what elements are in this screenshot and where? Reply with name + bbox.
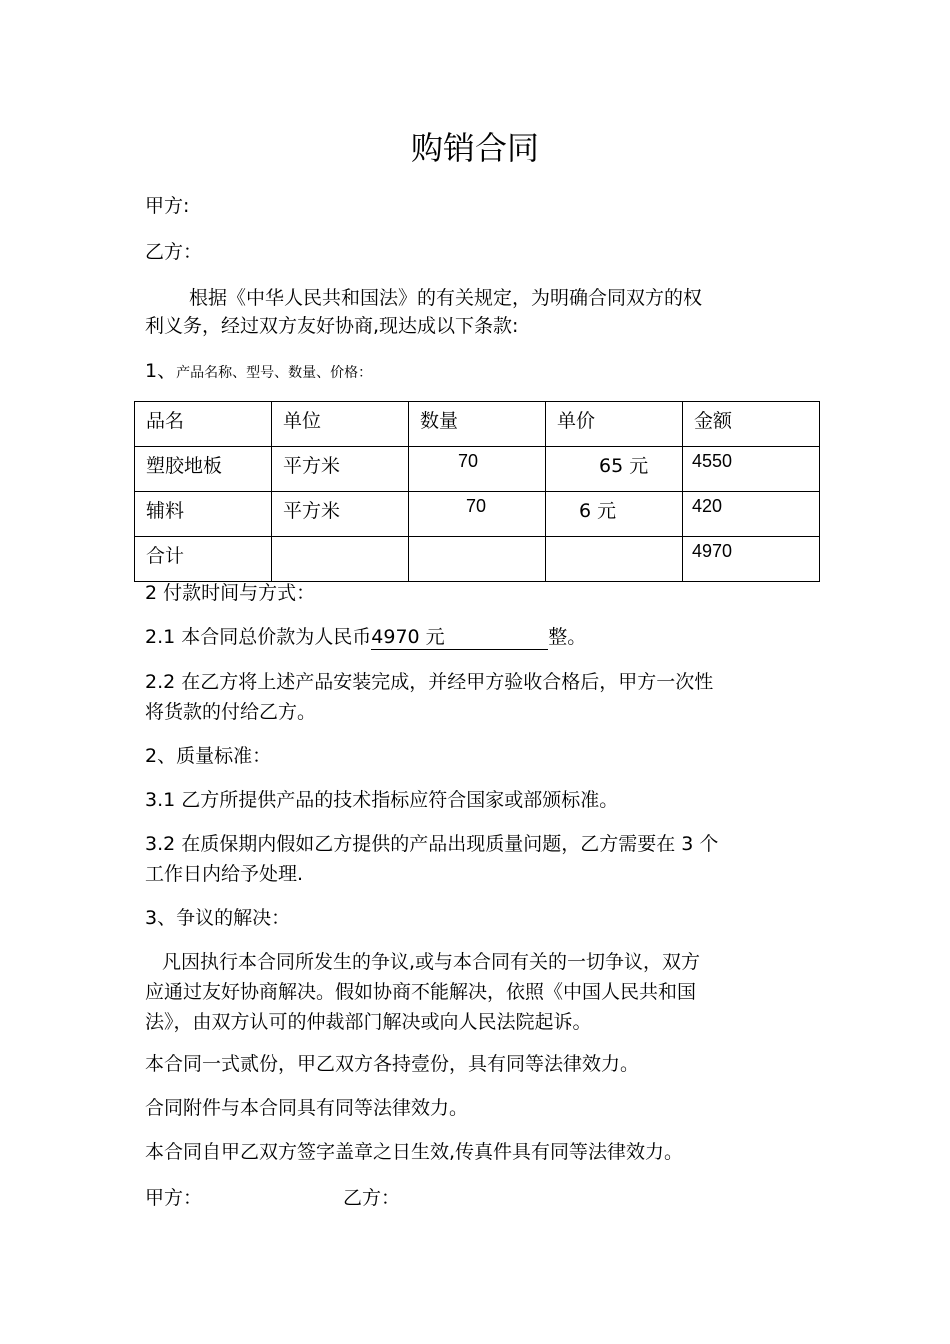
- section1-heading: [145, 356, 372, 388]
- table-cell: 辅料: [135, 492, 272, 537]
- clause-3-1: 3.1 乙方所提供产品的技术指标应符合国家或部颁标准。: [145, 789, 619, 811]
- table-cell: 70: [409, 492, 546, 537]
- section1-number: 1、: [145, 360, 177, 382]
- clause-3-2-line2: 工作日内给予处理.: [145, 863, 304, 885]
- document-title: 购销合同: [410, 129, 539, 167]
- quality-heading: 2、质量标准：: [145, 745, 272, 767]
- table-total-row: [135, 537, 820, 582]
- clause-3-2-line1: 3.2 在质保期内假如乙方提供的产品出现质量问题，乙方需要在 3 个: [145, 833, 719, 855]
- table-cell: 4970: [683, 537, 820, 582]
- header-cell: 金额: [683, 402, 820, 447]
- header-cell: 单位: [272, 402, 409, 447]
- product-table: [134, 401, 820, 582]
- party-b-label: 乙方：: [145, 241, 203, 263]
- clause-2-2-line2: 将货款的付给乙方。: [145, 701, 317, 723]
- intro-paragraph-line1: 根据《中华人民共和国法》的有关规定，为明确合同双方的权: [189, 287, 703, 309]
- table-cell: 65 元: [546, 447, 683, 492]
- total-amount-field: 4970 元: [371, 625, 548, 650]
- table-row: [135, 492, 820, 537]
- table-cell: [409, 537, 546, 582]
- table-cell: 420: [683, 492, 820, 537]
- table-cell: [272, 537, 409, 582]
- payment-heading: 2 付款时间与方式：: [145, 582, 316, 604]
- dispute-heading: 3、争议的解决：: [145, 907, 291, 929]
- table-row: [135, 447, 820, 492]
- table-cell: 4550: [683, 447, 820, 492]
- signature-party-b: 乙方：: [343, 1187, 401, 1209]
- table-header-row: [135, 402, 820, 447]
- section1-title: 产品名称、型号、数量、价格：: [176, 365, 373, 381]
- dispute-line3: 法》，由双方认可的仲裁部门解决或向人民法院起诉。: [145, 1011, 592, 1033]
- table-cell: 平方米: [272, 492, 409, 537]
- intro-paragraph-line2: 利义务，经过双方友好协商,现达成以下条款:: [145, 315, 519, 337]
- clause-2-1-suffix: 整。: [548, 626, 587, 648]
- table-cell: 6 元: [546, 492, 683, 537]
- table-cell: 平方米: [272, 447, 409, 492]
- attachments-clause: 合同附件与本合同具有同等法律效力。: [145, 1097, 469, 1119]
- party-a-label: 甲方:: [145, 195, 190, 217]
- clause-2-2-line1: 2.2 在乙方将上述产品安装完成，并经甲方验收合格后，甲方一次性: [145, 671, 714, 693]
- clause-2-1: [145, 622, 586, 652]
- dispute-line2: 应通过友好协商解决。假如协商不能解决，依照《中国人民共和国: [145, 981, 697, 1003]
- header-cell: 数量: [409, 402, 546, 447]
- table-cell: 70: [409, 447, 546, 492]
- copies-clause: 本合同一式贰份，甲乙双方各持壹份，具有同等法律效力。: [145, 1053, 640, 1075]
- table-cell: [546, 537, 683, 582]
- clause-2-1-prefix: 2.1 本合同总价款为人民币: [145, 626, 372, 648]
- signature-party-a: 甲方：: [145, 1187, 203, 1209]
- table-cell: 合计: [135, 537, 272, 582]
- header-cell: 品名: [135, 402, 272, 447]
- header-cell: 单价: [546, 402, 683, 447]
- effective-clause: 本合同自甲乙双方签字盖章之日生效,传真件具有同等法律效力。: [145, 1141, 684, 1163]
- dispute-line1: 凡因执行本合同所发生的争议,或与本合同有关的一切争议，双方: [162, 951, 701, 973]
- table-cell: 塑胶地板: [135, 447, 272, 492]
